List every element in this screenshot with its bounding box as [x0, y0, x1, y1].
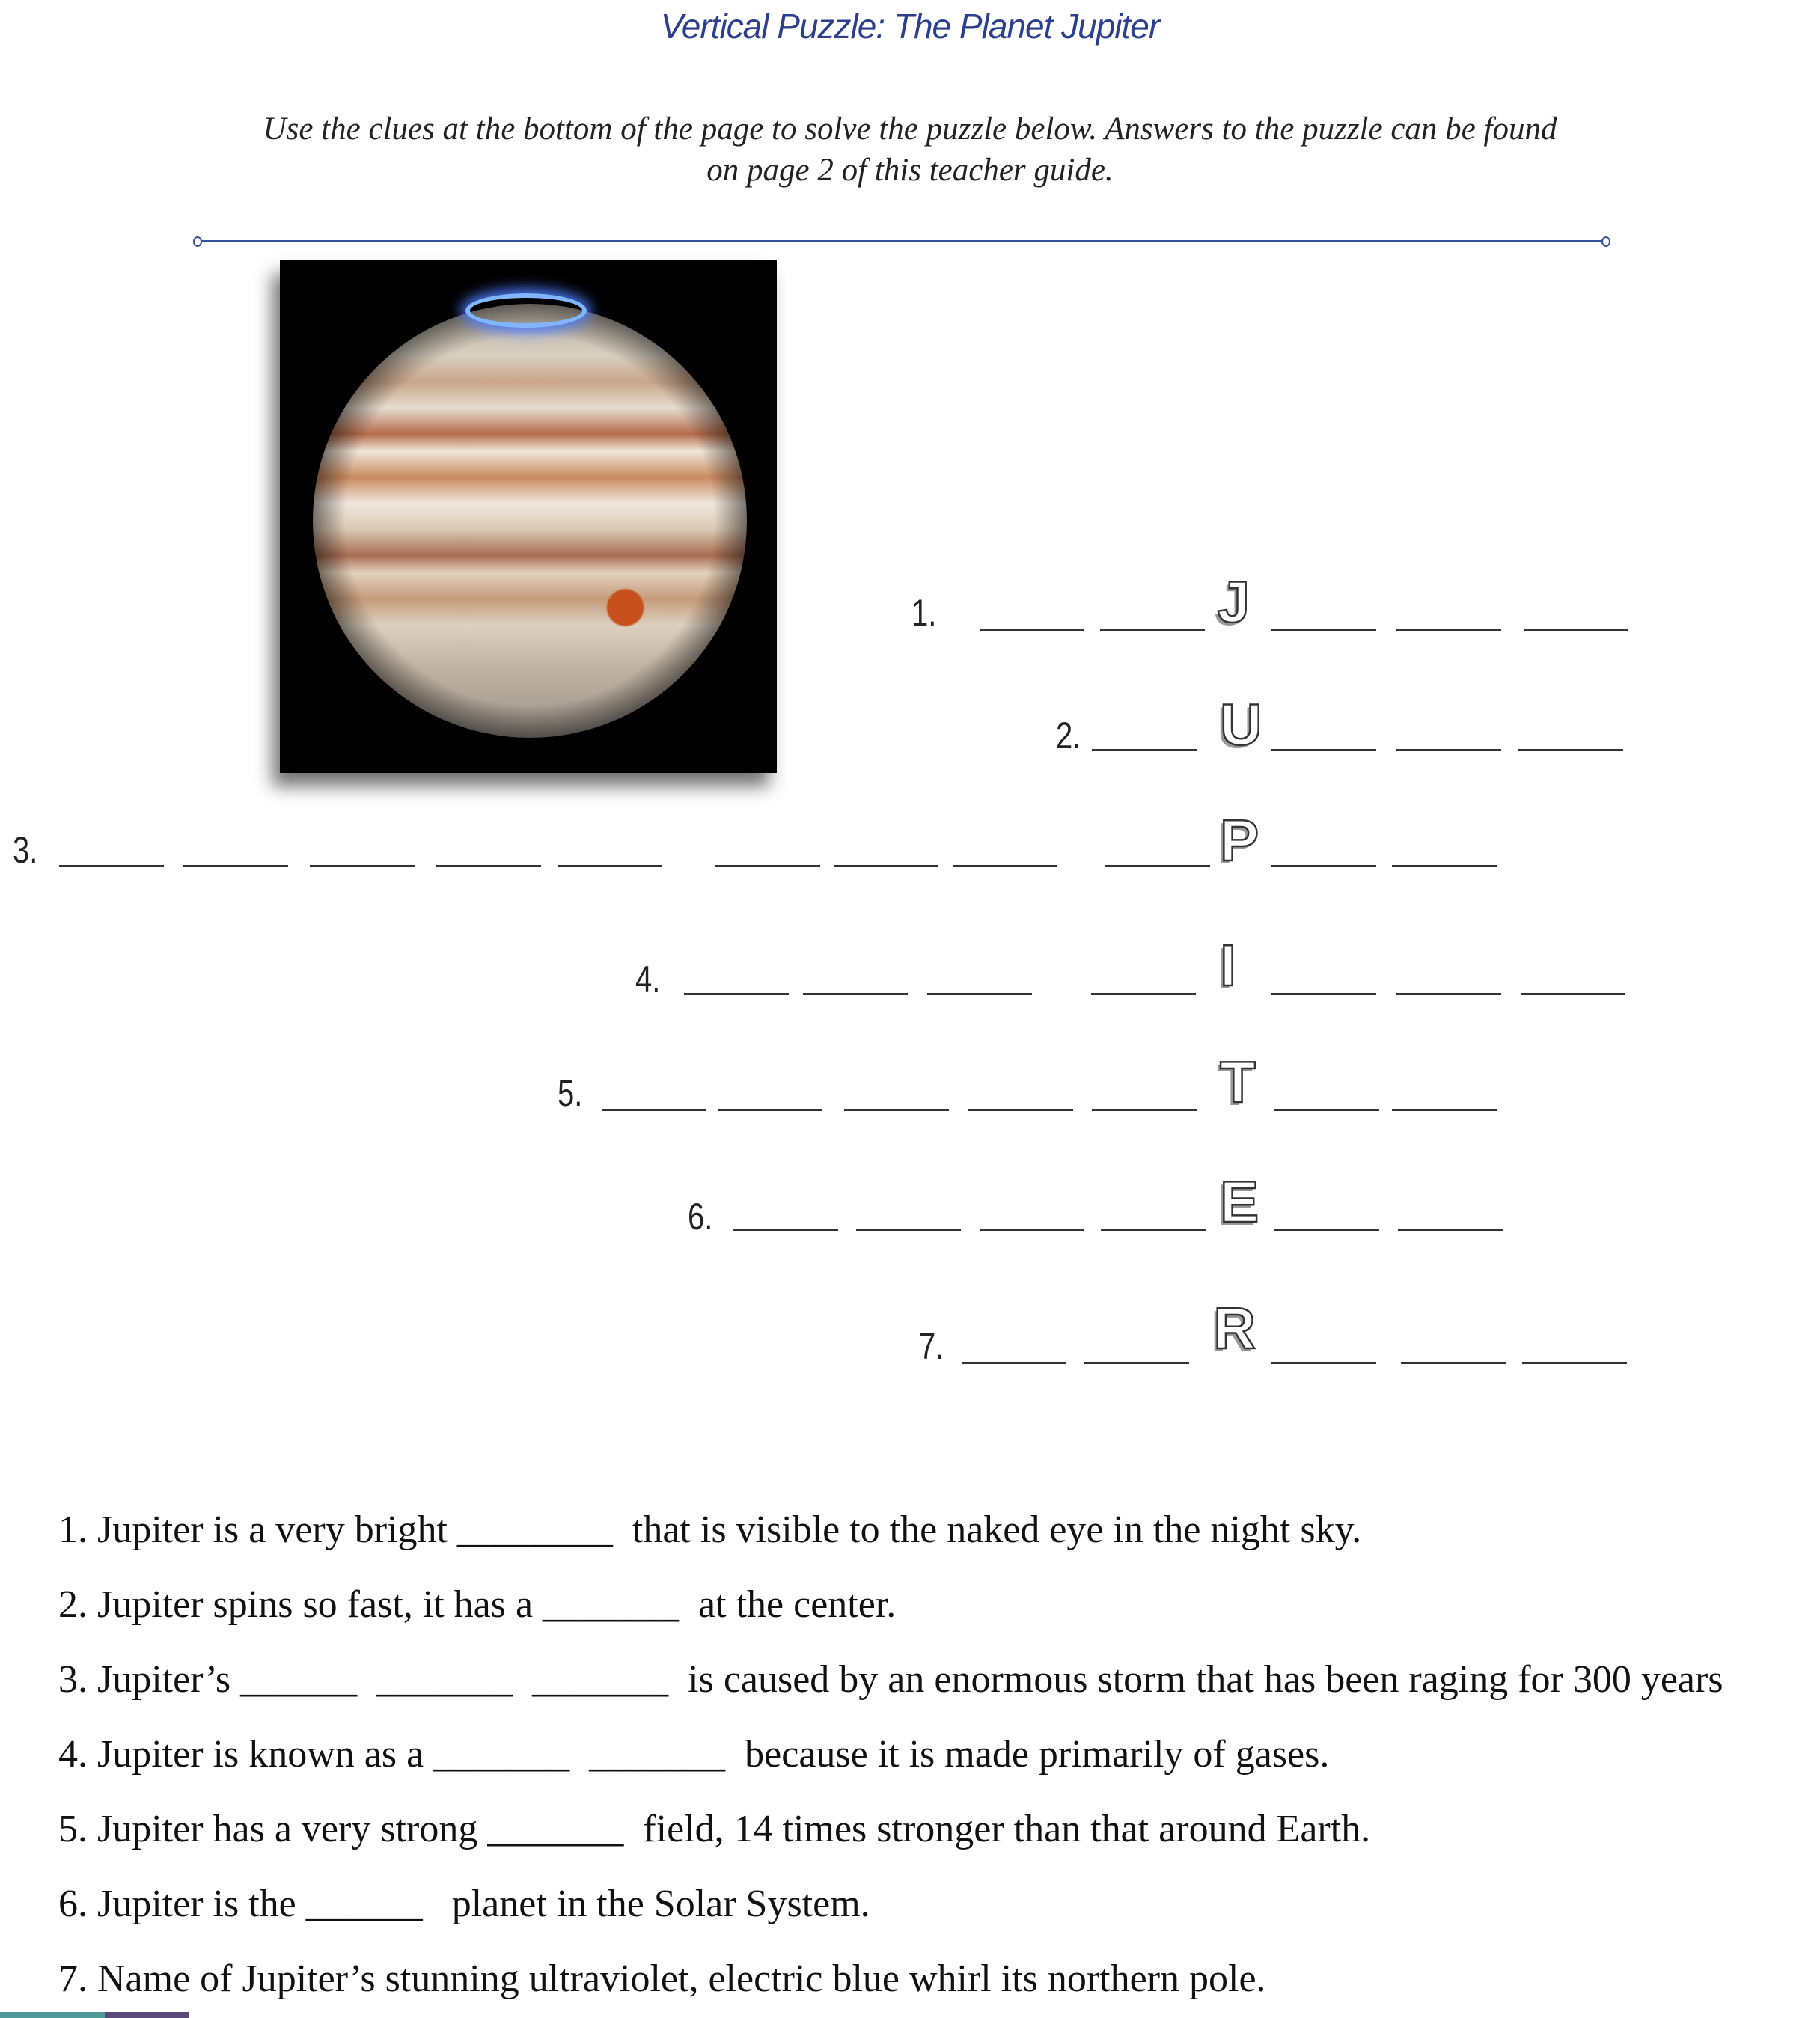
answer-blank[interactable] [980, 1229, 1084, 1231]
clue-item: 2. Jupiter spins so fast, it has a _______ at the center. [58, 1583, 897, 1626]
answer-blank[interactable] [1092, 749, 1197, 751]
answer-blank[interactable] [1105, 865, 1210, 867]
aurora-icon [465, 293, 587, 328]
answer-blank[interactable] [558, 865, 662, 867]
answer-blank[interactable] [1396, 993, 1501, 995]
divider-rule [196, 240, 1606, 242]
answer-blank[interactable] [927, 993, 1032, 995]
answer-blank[interactable] [733, 1229, 838, 1231]
jupiter-photo [280, 260, 777, 773]
answer-blank[interactable] [834, 865, 938, 867]
answer-blank[interactable] [1398, 1229, 1503, 1231]
answer-blank[interactable] [1392, 865, 1497, 867]
answer-blank[interactable] [1100, 629, 1205, 631]
clue-item: 3. Jupiter’s ______ _______ _______ is caused by an enormous storm that has been raging for 300 years [58, 1657, 1723, 1701]
clue-item: 1. Jupiter is a very bright ________ that is visible to the naked eye in the night sky. [58, 1508, 1362, 1551]
answer-blank[interactable] [1271, 865, 1376, 867]
puzzle-key-letter: J [1217, 569, 1251, 635]
answer-blank[interactable] [1396, 629, 1501, 631]
answer-blank[interactable] [1271, 749, 1376, 751]
puzzle-row-number: 1. [911, 592, 937, 635]
answer-blank[interactable] [436, 865, 541, 867]
clue-item: 4. Jupiter is known as a _______ _______ because it is made primarily of gases. [58, 1732, 1330, 1776]
puzzle-key-letter: I [1220, 932, 1236, 999]
answer-blank[interactable] [1092, 1109, 1197, 1111]
puzzle-row-number: 7. [919, 1324, 944, 1367]
answer-blank[interactable] [1396, 749, 1501, 751]
answer-blank[interactable] [980, 629, 1084, 631]
divider-end-left [193, 236, 202, 247]
puzzle-row-number: 5. [558, 1071, 583, 1114]
answer-blank[interactable] [1091, 993, 1196, 995]
answer-blank[interactable] [803, 993, 908, 995]
answer-blank[interactable] [856, 1229, 961, 1231]
puzzle-key-letter: U [1220, 691, 1262, 757]
clue-item: 6. Jupiter is the ______ planet in the Solar System. [58, 1883, 870, 1926]
puzzle-key-letter: E [1220, 1169, 1259, 1235]
jupiter-planet-icon [313, 304, 747, 738]
puzzle-key-letter: R [1213, 1295, 1256, 1362]
answer-blank[interactable] [1522, 1362, 1627, 1364]
answer-blank[interactable] [684, 993, 789, 995]
answer-blank[interactable] [1084, 1362, 1189, 1364]
answer-blank[interactable] [310, 865, 415, 867]
footer-bar-purple [105, 2012, 189, 2018]
clue-item: 5. Jupiter has a very strong _______ field, 14 times stronger than that around Earth. [58, 1808, 1371, 1850]
answer-blank[interactable] [1274, 1109, 1379, 1111]
answer-blank[interactable] [844, 1109, 949, 1111]
answer-blank[interactable] [968, 1109, 1073, 1111]
answer-blank[interactable] [1271, 629, 1376, 631]
instructions-line-1: Use the clues at the bottom of the page to solve the puzzle below. Answers to the puzzle can be found [263, 111, 1557, 147]
answer-blank[interactable] [715, 865, 820, 867]
answer-blank[interactable] [1274, 1229, 1379, 1231]
puzzle-row-number: 4. [635, 958, 661, 1000]
answer-blank[interactable] [59, 865, 164, 867]
footer-bar-teal [0, 2012, 105, 2018]
answer-blank[interactable] [1271, 1362, 1376, 1364]
clue-item: 7. Name of Jupiter’s stunning ultraviolet, electric blue whirl its northern pole. [58, 1957, 1266, 2001]
answer-blank[interactable] [1521, 993, 1625, 995]
puzzle-key-letter: T [1220, 1048, 1256, 1115]
answer-blank[interactable] [1101, 1229, 1206, 1231]
answer-blank[interactable] [1524, 629, 1628, 631]
puzzle-row-number: 6. [688, 1196, 713, 1238]
answer-blank[interactable] [962, 1362, 1066, 1364]
answer-blank[interactable] [1271, 993, 1376, 995]
puzzle-row-number: 3. [13, 829, 38, 872]
instructions-line-2: on page 2 of this teacher guide. [706, 153, 1114, 188]
answer-blank[interactable] [953, 865, 1057, 867]
answer-blank[interactable] [602, 1109, 706, 1111]
answer-blank[interactable] [1392, 1109, 1497, 1111]
puzzle-key-letter: P [1220, 807, 1259, 874]
divider-end-right [1601, 236, 1610, 247]
answer-blank[interactable] [183, 865, 288, 867]
page-title: Vertical Puzzle: The Planet Jupiter [660, 7, 1160, 46]
answer-blank[interactable] [1401, 1362, 1506, 1364]
answer-blank[interactable] [1518, 749, 1623, 751]
answer-blank[interactable] [718, 1109, 822, 1111]
puzzle-row-number: 2. [1056, 714, 1081, 756]
